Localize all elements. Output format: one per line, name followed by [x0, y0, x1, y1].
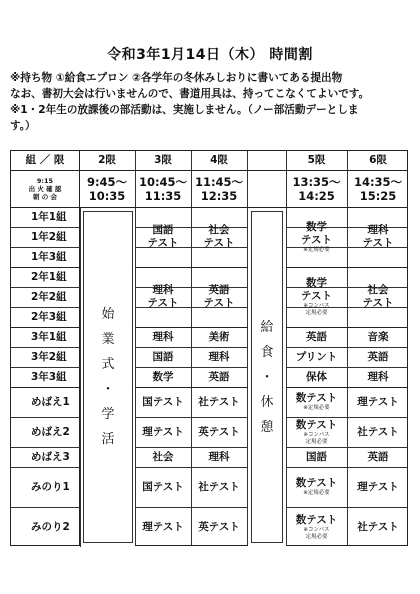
subject-cell: 保体	[306, 370, 327, 383]
note-teiki: 定規必要	[305, 438, 328, 445]
subject-cell: プリント	[295, 350, 338, 363]
period-header: 3限	[154, 154, 172, 166]
subject-cell: 理科	[208, 350, 230, 363]
subject: 数学	[306, 220, 327, 233]
lunch-char: 給	[260, 319, 274, 335]
note-teiki: ※定規必要	[303, 405, 330, 411]
subject-cell: 理テスト	[142, 520, 184, 533]
subject: 国語	[152, 224, 174, 236]
opening-ceremony-frame	[83, 211, 133, 543]
class-label: めばえ1	[31, 395, 70, 408]
lunch-char: 食	[260, 344, 274, 360]
lunch-char: 憩	[260, 419, 274, 435]
subject-cell: 理テスト	[142, 425, 184, 438]
subject-cell	[135, 207, 191, 267]
subject-cell: 理科	[367, 370, 389, 383]
subject-cell: 国テスト	[142, 480, 184, 493]
period-header: 4限	[210, 154, 228, 166]
subject-cell	[286, 467, 347, 507]
subject-cell: 英語	[208, 370, 230, 383]
subject-cell: 社テスト	[198, 480, 240, 493]
class-label: めばえ3	[31, 450, 70, 463]
ceremony-char: 活	[101, 432, 115, 447]
period-header	[247, 151, 286, 170]
note-teiki: ※定規必要	[303, 246, 330, 253]
class-label: 3年3組	[31, 370, 67, 383]
subject: 数テスト	[295, 477, 338, 489]
subject-cell: 英語	[367, 350, 389, 363]
morning-meeting-cell	[11, 170, 79, 207]
subject: 数テスト	[295, 392, 338, 404]
time-start: 14:35〜	[353, 174, 403, 189]
meeting-label: 出 火 確 認	[28, 184, 62, 193]
time-end: 15:25	[359, 188, 397, 203]
time-end: 14:25	[298, 188, 335, 203]
time-cell	[135, 170, 191, 207]
time-end: 11:35	[144, 188, 182, 203]
subject-test: テスト	[362, 297, 394, 309]
ceremony-char: 始	[101, 307, 115, 322]
class-label: 2年1組	[31, 270, 67, 283]
time-cell	[191, 170, 247, 207]
subject-cell: 理科	[152, 330, 174, 343]
subject-cell	[286, 507, 347, 547]
subject-test: テスト	[203, 297, 235, 309]
ceremony-char: 式	[101, 357, 115, 372]
note-line: す。）	[10, 120, 36, 132]
subject-cell: 理テスト	[357, 395, 399, 408]
note-compass: ※コンパス	[303, 303, 330, 309]
page-title: 令和3年1月14日（木） 時間割	[107, 47, 313, 63]
subject: 英語	[208, 284, 230, 296]
timetable	[10, 150, 408, 546]
subject: 数テスト	[295, 418, 338, 431]
subject-cell: 美術	[208, 330, 230, 343]
subject-cell: 国語	[152, 350, 174, 363]
class-label: 2年2組	[31, 290, 67, 303]
class-label: みのり1	[31, 480, 70, 493]
subject-test: テスト	[300, 233, 333, 246]
subject-cell: 国語	[306, 450, 327, 463]
subject-test: テスト	[147, 237, 179, 249]
subject: 数学	[306, 277, 327, 289]
time-cell	[286, 170, 347, 207]
subject-cell: 社テスト	[357, 520, 399, 533]
subject: 社会	[208, 224, 230, 236]
subject-test: テスト	[147, 297, 179, 309]
time-cell	[79, 170, 135, 207]
subject-cell	[286, 387, 347, 417]
subject-cell	[191, 267, 247, 327]
subject-test: テスト	[300, 290, 333, 302]
period-header: 5限	[307, 154, 326, 166]
subject-cell	[286, 207, 347, 267]
note-compass: ※コンパス	[303, 431, 330, 438]
period-header: 6限	[369, 154, 387, 166]
class-label: 1年2組	[31, 230, 67, 243]
subject: 理科	[367, 224, 389, 236]
class-label: 1年3組	[31, 250, 67, 263]
time-start: 11:45〜	[194, 174, 244, 189]
ceremony-char: 学	[101, 407, 115, 422]
subject-cell: 社テスト	[198, 395, 240, 408]
ceremony-char: 業	[101, 332, 115, 347]
note-line: ※持ち物 ①給食エプロン ②各学年の冬休みしおりに書いてある提出物	[10, 72, 343, 84]
subject-cell: 英語	[306, 330, 327, 343]
subject-cell	[347, 207, 409, 267]
note-teiki: 定規必要	[305, 310, 328, 316]
subject-cell: 社テスト	[357, 425, 399, 438]
period-header: 2限	[98, 154, 116, 166]
subject-cell	[135, 267, 191, 327]
class-label: 3年1組	[31, 330, 67, 343]
class-label: 1年1組	[31, 210, 67, 223]
subject-cell	[191, 207, 247, 267]
meeting-label: 朝 の 会	[32, 192, 57, 201]
subject-cell: 国テスト	[142, 395, 184, 408]
lunch-char: 休	[260, 394, 274, 410]
lunch-break-frame	[251, 211, 283, 543]
note-teiki: 定規必要	[305, 533, 328, 540]
subject-cell: 理テスト	[357, 480, 399, 493]
class-label: 3年2組	[31, 350, 67, 363]
corner-header: 組 ／ 限	[25, 154, 65, 166]
subject-cell: 社会	[152, 450, 174, 463]
subject-cell: 数学	[152, 370, 174, 383]
time-end: 10:35	[88, 188, 126, 203]
subject-cell: 英語	[367, 450, 389, 463]
subject-cell: 英テスト	[198, 520, 240, 533]
notes-block	[10, 70, 412, 134]
subject: 社会	[367, 284, 389, 296]
subject-cell: 音楽	[367, 330, 389, 343]
note-line: ※1・2年生の放課後の部活動は、実施しません。（ノー部活動デーとしま	[10, 104, 359, 116]
subject: 理科	[152, 284, 174, 296]
lunch-char: ・	[260, 369, 274, 385]
meeting-time: 9:15	[36, 176, 54, 185]
subject-cell: 英テスト	[198, 425, 240, 438]
time-cell	[347, 170, 409, 207]
note-line: なお、書初大会は行いませんので、書道用具は、持ってこなくてよいです。	[10, 88, 370, 100]
subject-cell: 理科	[208, 450, 230, 463]
subject: 数テスト	[295, 513, 338, 526]
time-start: 9:45〜	[86, 174, 128, 189]
ceremony-char: ・	[101, 382, 115, 397]
subject-cell	[286, 417, 347, 447]
time-start: 10:45〜	[138, 174, 188, 189]
subject-test: テスト	[362, 237, 394, 249]
class-label: みのり2	[31, 520, 70, 533]
note-teiki: ※定規必要	[303, 490, 330, 496]
note-compass: ※コンパス	[303, 526, 330, 533]
class-label: めばえ2	[31, 425, 70, 438]
subject-cell	[347, 267, 409, 327]
class-label: 2年3組	[31, 310, 67, 323]
time-end: 12:35	[200, 188, 238, 203]
subject-test: テスト	[203, 237, 235, 249]
time-start: 13:35〜	[292, 174, 341, 189]
subject-cell	[286, 267, 347, 327]
